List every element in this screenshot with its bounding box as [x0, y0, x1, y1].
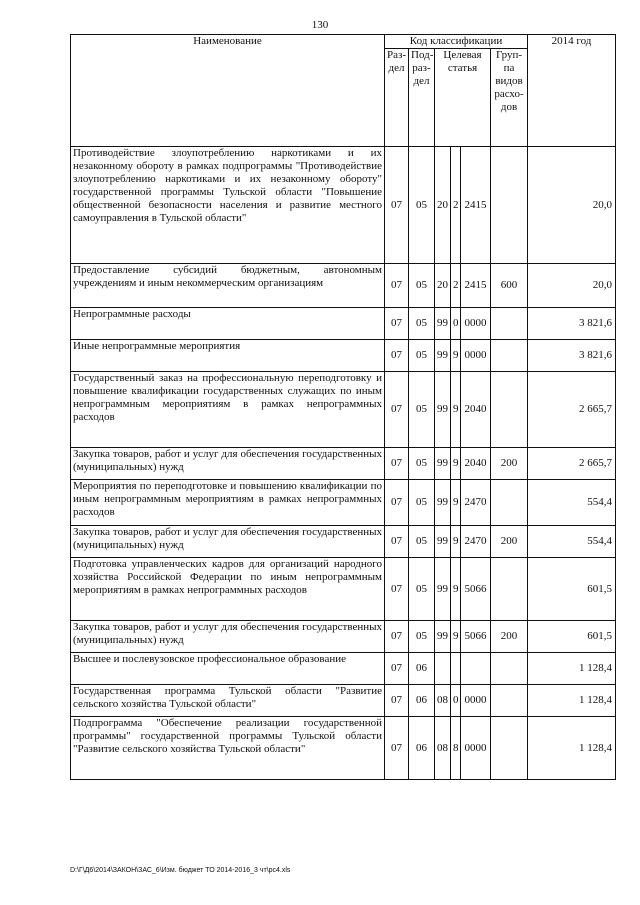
row-target-subprogram: 9	[451, 526, 461, 558]
table-row	[71, 526, 616, 558]
table-row	[71, 653, 616, 685]
page-number: 130	[311, 19, 329, 31]
row-amount: 1 128,4	[528, 717, 616, 780]
table-body	[71, 35, 616, 780]
table-row	[71, 264, 616, 308]
row-podrazdel: 06	[409, 685, 435, 717]
row-target-program: 99	[435, 558, 451, 621]
row-podrazdel: 05	[409, 147, 435, 264]
row-razdel: 07	[385, 372, 409, 448]
row-podrazdel: 06	[409, 653, 435, 685]
row-podrazdel: 05	[409, 480, 435, 526]
row-razdel: 07	[385, 526, 409, 558]
row-amount: 601,5	[528, 558, 616, 621]
row-podrazdel: 05	[409, 340, 435, 372]
row-name: Закупка товаров, работ и услуг для обеспечения государственных (муниципальных) нужд	[71, 448, 385, 480]
row-expense-group: 200	[491, 621, 528, 653]
row-target-subprogram: 9	[451, 372, 461, 448]
row-target-subprogram: 9	[451, 448, 461, 480]
row-target-program: 99	[435, 448, 451, 480]
row-target-subprogram: 2	[451, 147, 461, 264]
row-target-direction: 0000	[461, 685, 491, 717]
file-path-footer: D:\Г\Д6\2014\ЗАКОН\ЗАС_6\Изм. бюджет ТО 2014-2016_3 чт\рс4.xls	[70, 867, 291, 874]
row-target-direction: 0000	[461, 717, 491, 780]
header-row-1	[71, 35, 616, 49]
row-razdel: 07	[385, 308, 409, 340]
row-podrazdel: 05	[409, 558, 435, 621]
table-row	[71, 621, 616, 653]
table-row	[71, 685, 616, 717]
row-target-direction: 2470	[461, 526, 491, 558]
row-target-direction: 0000	[461, 308, 491, 340]
row-target-subprogram: 0	[451, 308, 461, 340]
row-expense-group	[491, 685, 528, 717]
table-row	[71, 147, 616, 264]
budget-table	[70, 34, 616, 780]
table-row	[71, 558, 616, 621]
row-amount: 2 665,7	[528, 372, 616, 448]
row-name: Закупка товаров, работ и услуг для обеспечения государственных (муниципальных) нужд	[71, 526, 385, 558]
row-expense-group	[491, 653, 528, 685]
row-podrazdel: 05	[409, 372, 435, 448]
row-target-program: 20	[435, 264, 451, 308]
row-target-program: 08	[435, 717, 451, 780]
row-razdel: 07	[385, 558, 409, 621]
row-target-direction: 2470	[461, 480, 491, 526]
row-target-direction: 5066	[461, 558, 491, 621]
row-name: Закупка товаров, работ и услуг для обеспечения государственных (муниципальных) нужд	[71, 621, 385, 653]
row-name: Подготовка управленческих кадров для организаций народного хозяйства Российской Федерации по иным непрограммным мероприятиям в рамках непрограммных расходов	[71, 558, 385, 621]
row-expense-group: 200	[491, 526, 528, 558]
row-target-program: 99	[435, 308, 451, 340]
row-target-subprogram: 9	[451, 621, 461, 653]
row-amount: 1 128,4	[528, 653, 616, 685]
row-amount: 601,5	[528, 621, 616, 653]
row-razdel: 07	[385, 717, 409, 780]
header-podrazdel: Под- раз- дел	[409, 49, 435, 147]
row-target-program: 08	[435, 685, 451, 717]
row-expense-group	[491, 372, 528, 448]
row-name: Иные непрограммные мероприятия	[71, 340, 385, 372]
row-amount: 3 821,6	[528, 308, 616, 340]
row-amount: 554,4	[528, 526, 616, 558]
header-target-article: Целевая статья	[435, 49, 491, 147]
row-target-program: 20	[435, 147, 451, 264]
row-amount: 20,0	[528, 147, 616, 264]
row-target-program: 99	[435, 526, 451, 558]
row-name: Подпрограмма "Обеспечение реализации государственной программы" государственной программы Тульской области "Развитие сельского хозяйства Тульской области"	[71, 717, 385, 780]
row-expense-group	[491, 340, 528, 372]
row-podrazdel: 05	[409, 621, 435, 653]
row-expense-group: 200	[491, 448, 528, 480]
row-name: Предоставление субсидий бюджетным, автономным учреждениям и иным некоммерческим организациям	[71, 264, 385, 308]
row-razdel: 07	[385, 448, 409, 480]
row-expense-group	[491, 558, 528, 621]
row-expense-group	[491, 480, 528, 526]
header-year: 2014 год	[528, 35, 616, 147]
row-target-program: 99	[435, 621, 451, 653]
row-razdel: 07	[385, 480, 409, 526]
row-name: Противодействие злоупотреблению наркотиками и их незаконному обороту в рамках подпрограммы "Противодействие злоупотреблению наркотиками и их незаконному обороту" государственной программы Тульской области "Повышение общественной безопасности населения и развитие местного самоуправления в Тульской области"	[71, 147, 385, 264]
row-amount: 2 665,7	[528, 448, 616, 480]
row-podrazdel: 05	[409, 526, 435, 558]
row-target-program: 99	[435, 480, 451, 526]
row-razdel: 07	[385, 685, 409, 717]
header-code-classification: Код классификации	[385, 35, 528, 49]
row-target-direction	[461, 653, 491, 685]
row-name: Высшее и послевузовское профессиональное образование	[71, 653, 385, 685]
row-name: Мероприятия по переподготовке и повышению квалификации по иным непрограммным мероприятиям в рамках непрограммных расходов	[71, 480, 385, 526]
header-name: Наименование	[71, 35, 385, 147]
row-target-program: 99	[435, 372, 451, 448]
row-razdel: 07	[385, 340, 409, 372]
row-name: Государственный заказ на профессиональную переподготовку и повышение квалификации государственных служащих по иным непрограммным мероприятиям в рамках непрограммных расходов	[71, 372, 385, 448]
row-podrazdel: 06	[409, 717, 435, 780]
row-amount: 20,0	[528, 264, 616, 308]
row-name: Непрограммные расходы	[71, 308, 385, 340]
row-podrazdel: 05	[409, 448, 435, 480]
row-razdel: 07	[385, 264, 409, 308]
table-row	[71, 308, 616, 340]
row-target-subprogram: 9	[451, 340, 461, 372]
row-name: Государственная программа Тульской области "Развитие сельского хозяйства Тульской области"	[71, 685, 385, 717]
row-amount: 1 128,4	[528, 685, 616, 717]
row-podrazdel: 05	[409, 264, 435, 308]
row-target-subprogram: 0	[451, 685, 461, 717]
row-expense-group: 600	[491, 264, 528, 308]
table-row	[71, 717, 616, 780]
row-target-subprogram: 8	[451, 717, 461, 780]
table-row	[71, 480, 616, 526]
row-target-direction: 2415	[461, 147, 491, 264]
table-row	[71, 372, 616, 448]
row-target-direction: 0000	[461, 340, 491, 372]
header-razdel: Раз- дел	[385, 49, 409, 147]
row-target-subprogram: 9	[451, 558, 461, 621]
row-target-direction: 2040	[461, 448, 491, 480]
row-amount: 554,4	[528, 480, 616, 526]
row-expense-group	[491, 717, 528, 780]
row-expense-group	[491, 308, 528, 340]
row-razdel: 07	[385, 621, 409, 653]
row-target-subprogram: 9	[451, 480, 461, 526]
row-target-direction: 5066	[461, 621, 491, 653]
row-target-subprogram: 2	[451, 264, 461, 308]
row-target-program	[435, 653, 451, 685]
table-row	[71, 340, 616, 372]
row-razdel: 07	[385, 653, 409, 685]
row-razdel: 07	[385, 147, 409, 264]
row-target-subprogram	[451, 653, 461, 685]
table-row	[71, 448, 616, 480]
row-target-program: 99	[435, 340, 451, 372]
row-podrazdel: 05	[409, 308, 435, 340]
row-target-direction: 2040	[461, 372, 491, 448]
row-amount: 3 821,6	[528, 340, 616, 372]
header-expense-group: Груп- па видов расхо- дов	[491, 49, 528, 147]
row-target-direction: 2415	[461, 264, 491, 308]
row-expense-group	[491, 147, 528, 264]
